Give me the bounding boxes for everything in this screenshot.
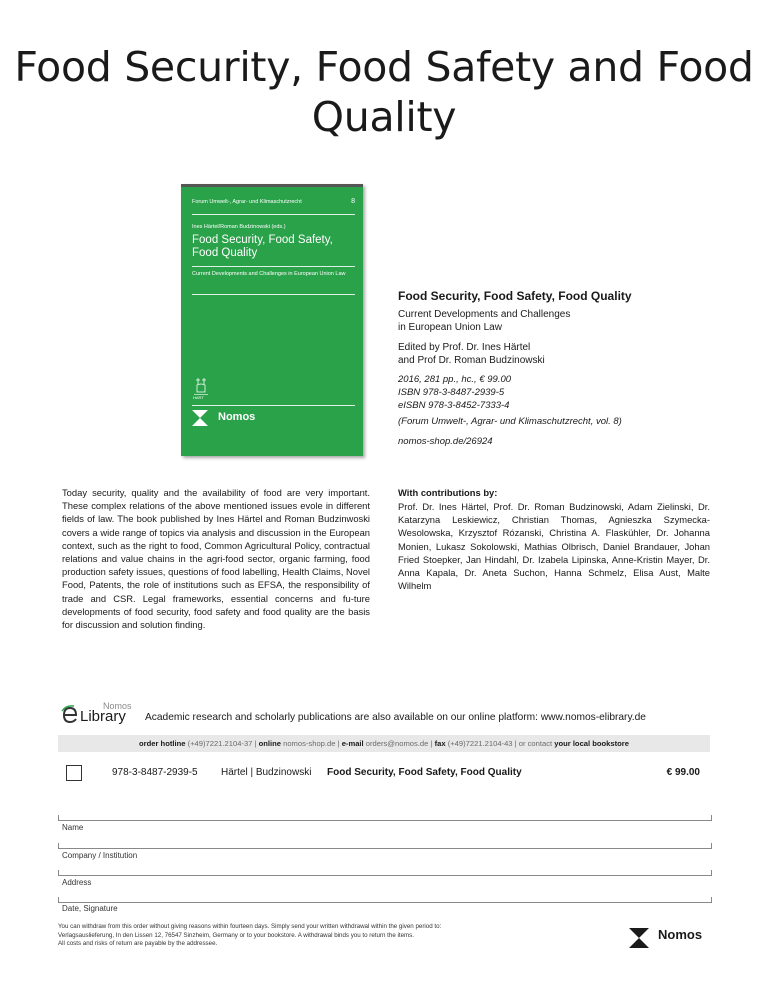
contributions-heading: With contributions by: bbox=[398, 487, 498, 498]
cover-series: Forum Umwelt-, Agrar- und Klimaschutzrecht bbox=[192, 199, 302, 205]
company-field[interactable] bbox=[58, 843, 712, 849]
withdrawal-notice bbox=[58, 923, 598, 949]
order-online-label: online bbox=[258, 739, 281, 748]
order-price: € 99.00 bbox=[666, 767, 700, 778]
cover-divider bbox=[192, 214, 355, 215]
cover-title: Food Security, Food Safety, Food Quality bbox=[192, 234, 333, 259]
address-field[interactable] bbox=[58, 870, 712, 876]
order-title: Food Security, Food Safety, Food Quality bbox=[327, 767, 522, 778]
cover-subtitle: Current Developments and Challenges in European Union Law bbox=[192, 271, 346, 277]
withdrawal-line: Verlagsauslieferung, In den Lissen 12, 76547 Sinzheim, Germany or to your bookstore. A withdrawal binds you to return the items. bbox=[58, 931, 414, 939]
name-label: Name bbox=[62, 823, 84, 832]
order-hotline-value[interactable]: (+49)7221.2104-37 bbox=[187, 739, 253, 748]
separator: | bbox=[430, 739, 433, 748]
order-email-label: e-mail bbox=[341, 739, 364, 748]
book-editors-line: and Prof Dr. Roman Budzinowski bbox=[398, 355, 545, 366]
cover-editors: Ines Härtel/Roman Budzinowski (eds.) bbox=[192, 224, 286, 230]
order-isbn: 978-3-8487-2939-5 bbox=[112, 767, 198, 778]
book-subtitle-line: Current Developments and Challenges bbox=[398, 309, 571, 320]
order-contact-value: your local bookstore bbox=[554, 739, 629, 748]
cover-divider bbox=[192, 294, 355, 295]
signature-field[interactable] bbox=[58, 897, 712, 903]
cover-volume: 8 bbox=[351, 198, 355, 205]
withdrawal-line: All costs and risks of return are payable by the addressee. bbox=[58, 940, 218, 948]
hart-label: HART bbox=[193, 395, 204, 400]
order-online-value[interactable]: nomos-shop.de bbox=[283, 739, 336, 748]
separator: | bbox=[254, 739, 257, 748]
order-bar bbox=[58, 735, 710, 752]
contributions-list: Prof. Dr. Ines Härtel, Prof. Dr. Roman Budzinowski, Adam Zielinski, Dr. Katarzyna Leskiewicz, Christian Thomas, Agnieszka Szymecka-Wesolowska, Krzysztof Rózanski, Christina A. Flaskühler, Dr. Johanna Monien, Lukasz Sokolowski, Mathias Olbrisch, Daniel Brandauer, Johan Fried Stoepker, Jan Hindahl, Dr. Izabela Lipinska, Anne-Kristin Mayer, Dr. Anna Kapala, Dr. Aneta Suchon, Hanna Schmelz, Elisa Aust, Malte Wilhelm bbox=[398, 501, 710, 592]
order-fax-value: (+49)7221.2104-43 bbox=[447, 739, 513, 748]
book-url[interactable]: nomos-shop.de/26924 bbox=[398, 436, 493, 447]
elibrary-logo-text: Library bbox=[80, 708, 126, 725]
nomos-logo-icon bbox=[192, 410, 208, 426]
order-email-value[interactable]: orders@nomos.de bbox=[365, 739, 429, 748]
separator: | bbox=[337, 739, 340, 748]
name-field[interactable] bbox=[58, 815, 712, 821]
order-contact-prefix: or contact bbox=[518, 739, 553, 748]
book-subtitle bbox=[398, 308, 698, 334]
nomos-footer-logo-icon bbox=[629, 928, 649, 948]
signature-label: Date, Signature bbox=[62, 904, 118, 913]
order-authors: Härtel | Budzinowski bbox=[221, 767, 312, 778]
elibrary-text: Academic research and scholarly publications are also available on our online platform: www.nomos-elibrary.de bbox=[145, 712, 646, 723]
page-title-text: Food Security, Food Safety and Food Quality bbox=[14, 43, 754, 141]
book-description: Today security, quality and the availability of food are very important. These complex relations of the above mentioned issues evole in different fields of law. The book published by Ines Härtel and Roman Budzinwoski covers a wide range of topics via analysis and discussion in the European context, such as the right to food, Common Agricultural Policy, contractual relations and value chains in the agri-food sector, organic farming, food production safety issues, questions of food labelling, Health Claims, Novel Food, Patents, the role of institutions such as EFSA, the responsibility of trade and CSR. Legal frameworks, essential concerns and fu-ture developments of food security, food safety and food quality are the basis for discussion and solution finding. bbox=[62, 487, 370, 631]
company-label: Company / Institution bbox=[62, 851, 138, 860]
book-isbn: ISBN 978-3-8487-2939-5 bbox=[398, 387, 505, 398]
book-pages-price: 2016, 281 pp., hc., € 99.00 bbox=[398, 374, 512, 385]
elibrary-e-icon bbox=[60, 703, 80, 725]
cover-divider bbox=[192, 266, 355, 267]
address-label: Address bbox=[62, 878, 92, 887]
cover-divider bbox=[192, 405, 355, 406]
book-editors bbox=[398, 341, 698, 367]
book-editors-line: Edited by Prof. Dr. Ines Härtel bbox=[398, 342, 531, 353]
book-subtitle-line: in European Union Law bbox=[398, 322, 502, 333]
withdrawal-line: You can withdraw from this order without giving reasons within fourteen days. Simply send your written withdrawal within the given period to: bbox=[58, 923, 442, 930]
book-meta bbox=[398, 373, 511, 412]
book-cover bbox=[181, 184, 363, 456]
book-series: (Forum Umwelt-, Agrar- und Klimaschutzrecht, vol. 8) bbox=[398, 416, 622, 427]
order-fax-label: fax bbox=[434, 739, 446, 748]
cover-top-edge bbox=[181, 184, 363, 187]
nomos-footer-logo: Nomos bbox=[658, 927, 703, 942]
separator: | bbox=[514, 739, 517, 748]
book-title: Food Security, Food Safety, Food Quality bbox=[398, 289, 632, 303]
page-title bbox=[0, 42, 768, 142]
book-eisbn: eISBN 978-3-8452-7333-4 bbox=[398, 400, 510, 411]
order-checkbox[interactable] bbox=[66, 765, 82, 781]
elibrary-publisher: Nomos bbox=[103, 701, 132, 711]
cover-publisher: Nomos bbox=[218, 411, 256, 423]
order-hotline-label: order hotline bbox=[139, 739, 186, 748]
